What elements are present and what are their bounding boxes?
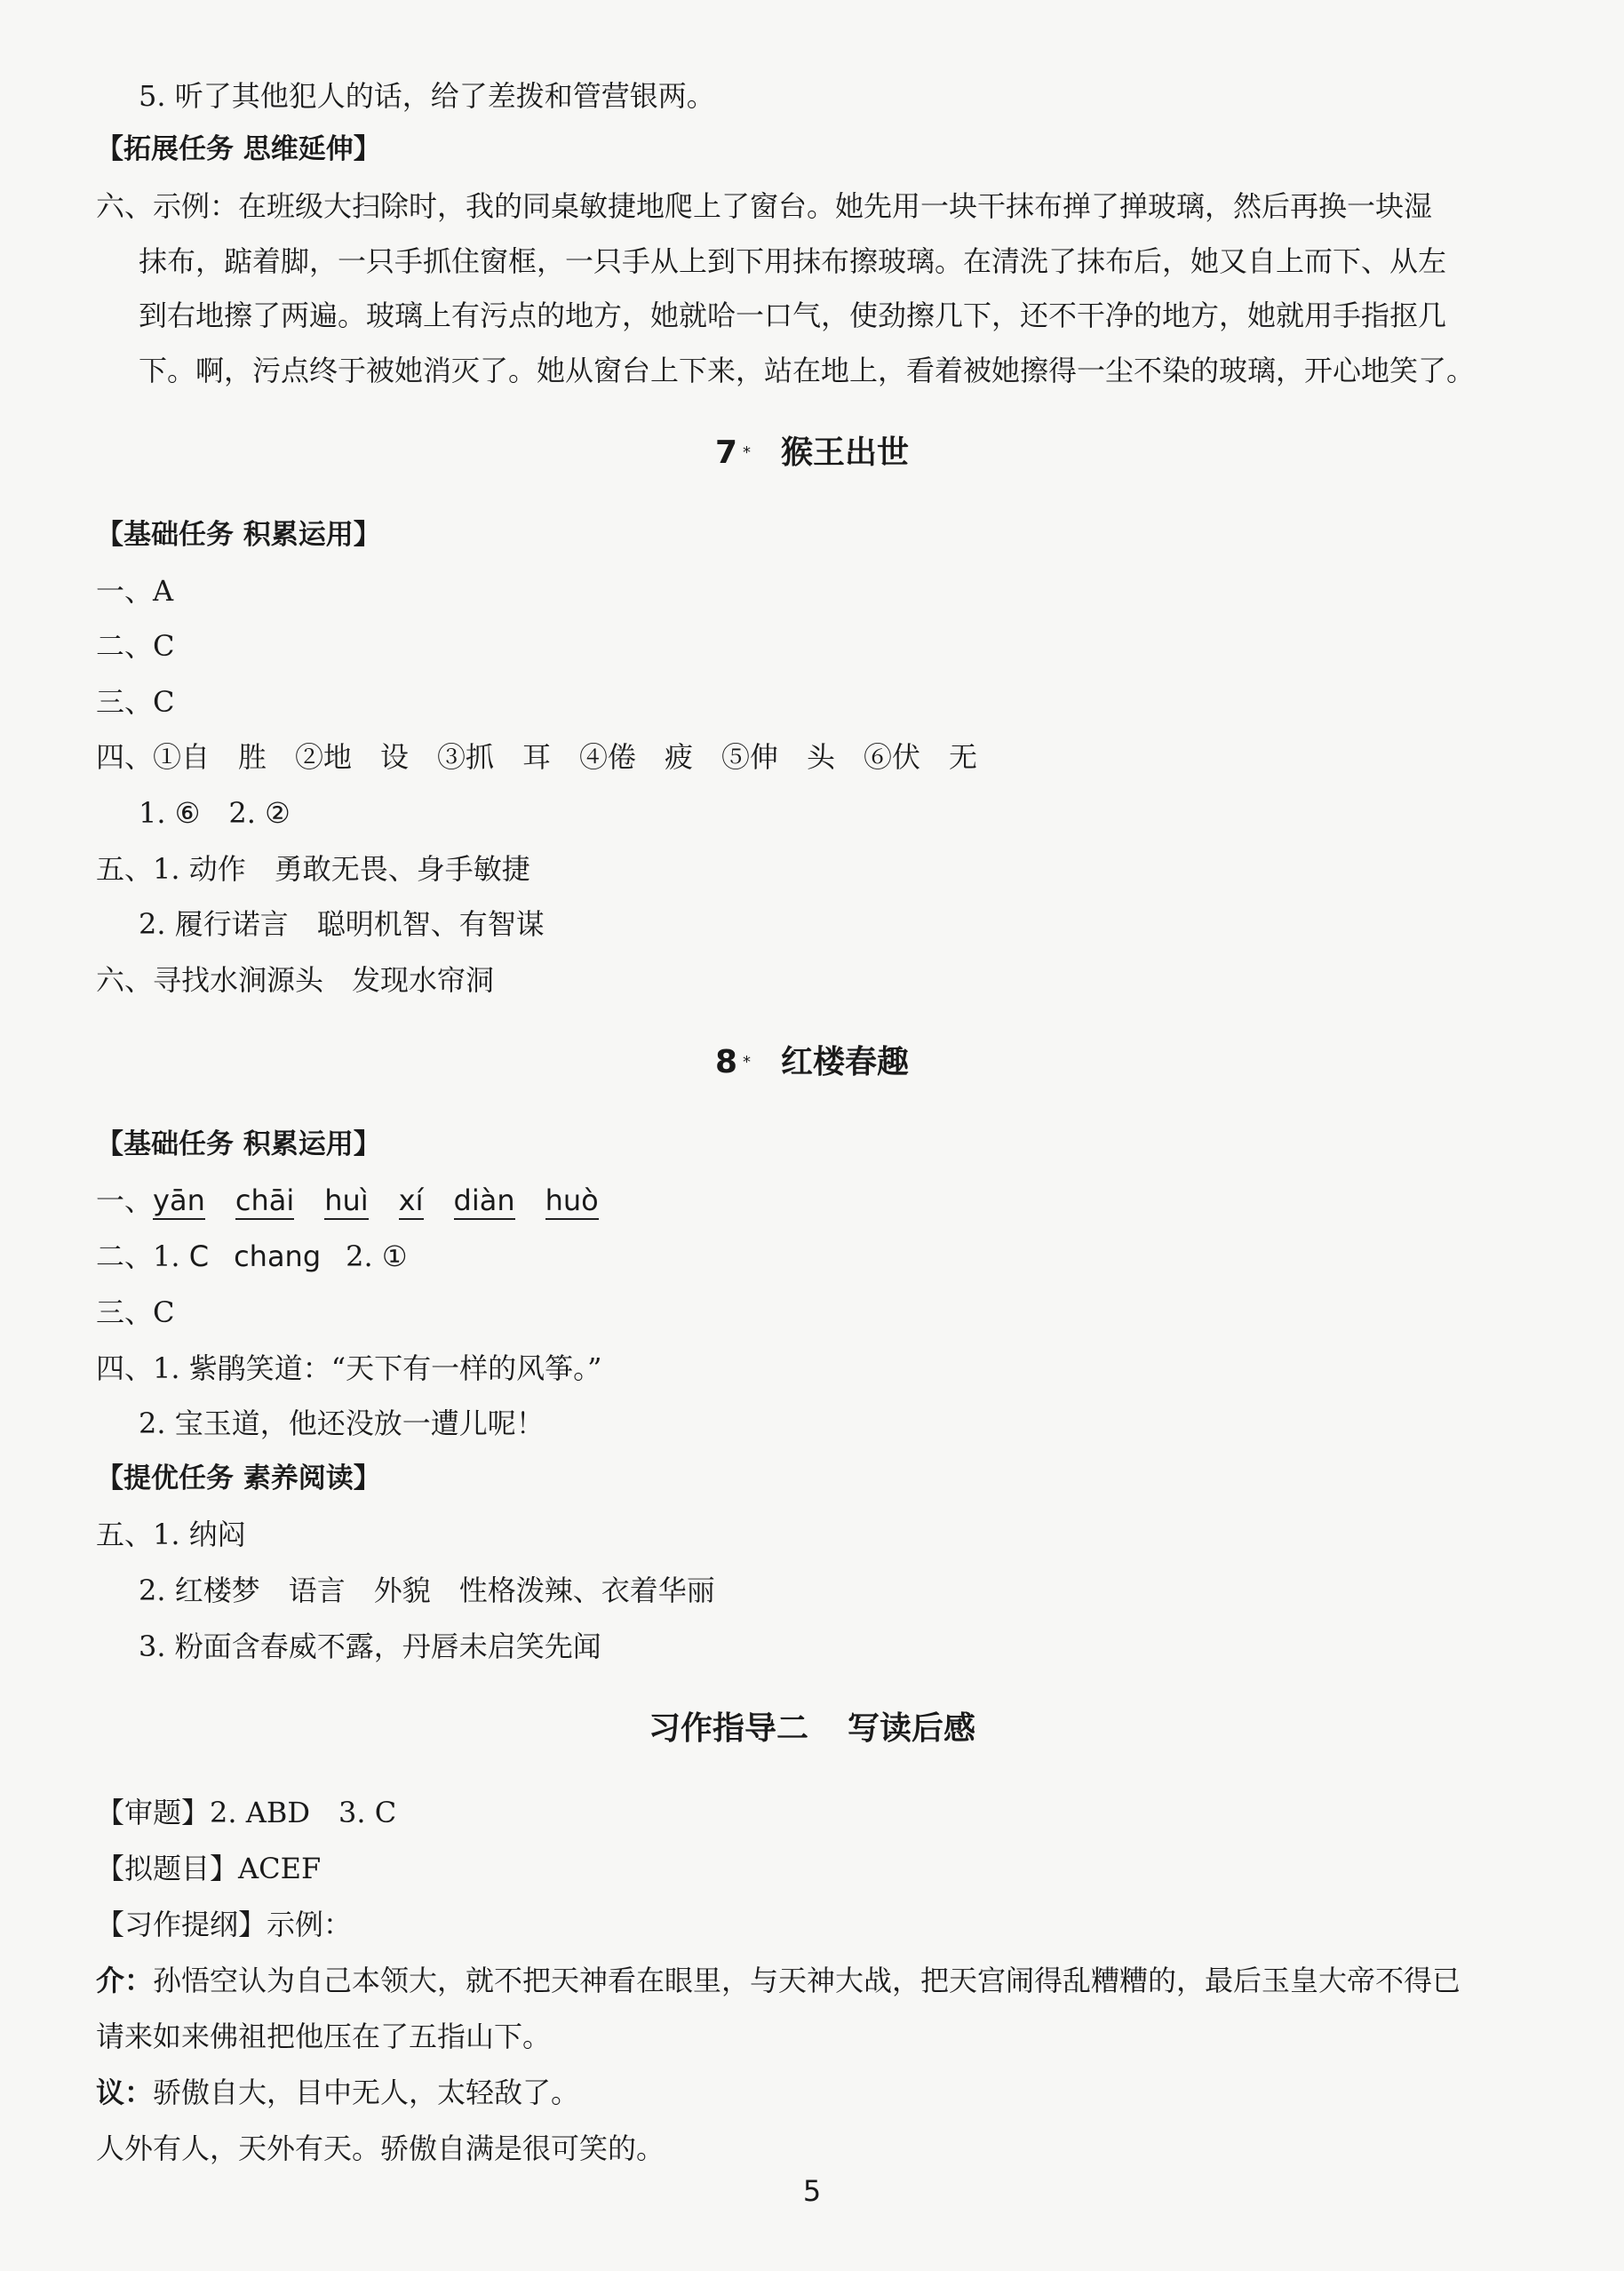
writing-title-b: 写读后感 xyxy=(848,1710,976,1747)
answer-line: 三、C xyxy=(96,685,175,719)
lesson-star: * xyxy=(743,443,752,462)
answer-line: 2. 履行诺言 聪明机智、有智谋 xyxy=(139,907,545,941)
pinyin-item: huì xyxy=(324,1183,368,1220)
writing-title xyxy=(0,1709,1624,1749)
section-heading: 【基础任务 积累运用】 xyxy=(96,519,381,551)
answer-prefix: 二、1. xyxy=(96,1239,189,1273)
answer-line: 3. 粉面含春威不露，丹唇未启笑先闻 xyxy=(139,1630,601,1663)
paragraph-line: 请来如来佛祖把他压在了五指山下。 xyxy=(96,2020,552,2053)
answer-line: 四、①自 胜 ②地 设 ③抓 耳 ④倦 疲 ⑤伸 头 ⑥伏 无 xyxy=(96,740,978,774)
answer-line: 【审题】2. ABD 3. C xyxy=(96,1796,397,1829)
section-heading: 【提优任务 素养阅读】 xyxy=(96,1462,381,1494)
writing-title-a: 习作指导二 xyxy=(648,1710,808,1747)
paragraph-line: 下。啊，污点终于被她消灭了。她从窗台上下来，站在地上，看着被她擦得一尘不染的玻璃，开心地笑了。 xyxy=(139,354,1476,387)
answer-line: 一、A xyxy=(96,574,174,608)
paragraph-line: 人外有人，天外有天。骄傲自满是很可笑的。 xyxy=(96,2132,665,2165)
answer-line: 【习作提纲】示例： xyxy=(96,1908,353,1941)
answer-line: 六、寻找水涧源头 发现水帘洞 xyxy=(96,963,495,997)
paragraph-line: 六、示例：在班级大扫除时，我的同桌敏捷地爬上了窗台。她先用一块干抹布掸了掸玻璃，然后再换一块湿 xyxy=(96,189,1433,223)
answer-line: 五、1. 纳闷 xyxy=(96,1518,246,1551)
label-jie: 介： xyxy=(96,1964,154,1997)
answer-line: 二、C xyxy=(96,629,175,663)
answer-line: 5. 听了其他犯人的话，给了差拨和管营银两。 xyxy=(139,79,715,113)
answer-prefix: 一、 xyxy=(96,1183,154,1217)
lesson-title xyxy=(0,1043,1624,1082)
pinyin-item: huò xyxy=(545,1183,599,1220)
pinyin-item: chāi xyxy=(235,1183,294,1220)
label-yi: 议： xyxy=(96,2076,154,2109)
lesson-star: * xyxy=(743,1053,752,1072)
lesson-name: 红楼春趣 xyxy=(781,1044,910,1080)
lesson-number: 8 xyxy=(714,1044,738,1080)
paragraph-line xyxy=(96,1963,1461,1998)
pinyin-item: diàn xyxy=(454,1183,515,1220)
answer-line: 五、1. 动作 勇敢无畏、身手敏捷 xyxy=(96,852,530,886)
answer-line: 三、C xyxy=(96,1295,175,1329)
answer-line: 【拟题目】ACEF xyxy=(96,1852,322,1885)
section-heading: 【拓展任务 思维延伸】 xyxy=(96,133,381,165)
lesson-name: 猴王出世 xyxy=(781,434,910,471)
pinyin-answer: chang xyxy=(234,1239,322,1273)
page-number: 5 xyxy=(802,2174,822,2208)
answer-line xyxy=(96,1183,629,1218)
lesson-number: 7 xyxy=(714,434,738,471)
answer-line xyxy=(96,1239,408,1274)
answer-text: 2. ① xyxy=(346,1239,408,1273)
section-heading: 【基础任务 积累运用】 xyxy=(96,1128,381,1160)
paragraph-text: 孙悟空认为自己本领大，就不把天神看在眼里，与天神大战，把天宫闹得乱糟糟的，最后玉皇大帝不得已 xyxy=(153,1964,1461,1997)
paragraph-text: 骄傲自大，目中无人，太轻敌了。 xyxy=(153,2076,580,2109)
paragraph-line xyxy=(96,2075,579,2110)
answer-choice: C xyxy=(188,1239,210,1273)
answer-line: 2. 红楼梦 语言 外貌 性格泼辣、衣着华丽 xyxy=(139,1574,715,1607)
answer-line: 四、1. 紫鹃笑道：“天下有一样的风筝。” xyxy=(96,1351,602,1385)
answer-line: 2. 宝玉道，他还没放一遭儿呢！ xyxy=(139,1406,545,1440)
answer-line: 1. ⑥ 2. ② xyxy=(139,796,291,830)
lesson-title xyxy=(0,434,1624,473)
paragraph-line: 抹布，踮着脚，一只手抓住窗框，一只手从上到下用抹布擦玻璃。在清洗了抹布后，她又自上而下、从左 xyxy=(139,244,1447,278)
pinyin-item: xí xyxy=(399,1183,424,1220)
paragraph-line: 到右地擦了两遍。玻璃上有污点的地方，她就哈一口气，使劲擦几下，还不干净的地方，她就用手指抠几 xyxy=(139,299,1447,332)
pinyin-item: yān xyxy=(153,1183,205,1220)
